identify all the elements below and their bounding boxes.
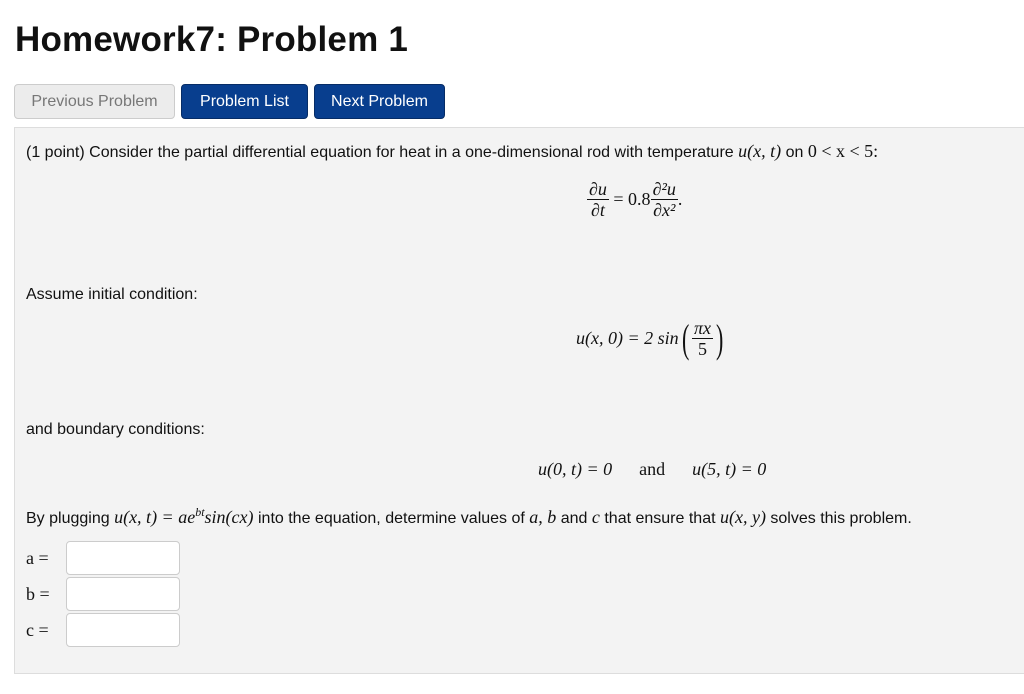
answer-label-a: a = <box>26 547 49 568</box>
boundary-conditions-equation <box>538 459 766 480</box>
pi-x-numerator: πx <box>693 318 711 338</box>
d2u-numerator: ∂²u <box>652 179 676 199</box>
next-problem-button[interactable]: Next Problem <box>314 84 445 119</box>
boundary-and: and <box>639 459 666 479</box>
instruction-post: that ensure that <box>604 510 716 527</box>
instruction-mid: into the equation, determine values of <box>257 510 525 527</box>
left-boundary: u(0, t) = 0 <box>538 459 613 479</box>
answer-row-b <box>26 577 180 611</box>
answer-input-b[interactable] <box>66 577 180 611</box>
problem-list-button[interactable]: Problem List <box>181 84 308 119</box>
answer-row-a <box>26 541 180 575</box>
problem-intro <box>26 141 878 163</box>
previous-problem-button[interactable]: Previous Problem <box>14 84 175 119</box>
page-title: Homework7: Problem 1 <box>15 20 408 59</box>
instruction-text <box>26 502 912 529</box>
trial-lhs: u(x, t) = ae <box>114 507 196 527</box>
answer-input-a[interactable] <box>66 541 180 575</box>
intro-domain: 0 < x < 5: <box>807 141 879 161</box>
intro-on: on <box>785 144 804 161</box>
dt-denominator: ∂t <box>591 200 605 220</box>
open-paren: ( <box>681 315 689 361</box>
var-c: c <box>591 507 600 527</box>
vars-a-b: a, b <box>529 507 557 527</box>
instruction-and: and <box>560 510 588 527</box>
initial-condition-equation <box>576 315 726 361</box>
initial-lhs: u(x, 0) = 2 sin <box>576 328 679 348</box>
dx2-denominator: ∂x² <box>653 200 676 220</box>
close-paren: ) <box>715 315 724 361</box>
trial-solution <box>114 507 253 527</box>
boundary-conditions-label: and boundary conditions: <box>26 421 205 438</box>
intro-text: (1 point) Consider the partial differential equation for heat in a one-dimensional rod with temperature <box>26 144 734 161</box>
answer-input-c[interactable] <box>66 613 180 647</box>
equals-coefficient: = 0.8 <box>613 189 651 209</box>
solution-function: u(x, y) <box>719 507 766 527</box>
initial-condition-label: Assume initial condition: <box>26 286 198 303</box>
intro-function: u(x, t) <box>738 141 782 161</box>
instruction-end: solves this problem. <box>770 510 912 527</box>
five-denominator: 5 <box>697 339 707 359</box>
pi-x-over-5-fraction <box>692 318 713 359</box>
trial-rhs: sin(cx) <box>204 507 254 527</box>
answer-label-c: c = <box>26 619 49 640</box>
answer-row-c <box>26 613 180 647</box>
d2u-dx2-fraction <box>651 179 678 220</box>
problem-nav <box>14 84 445 119</box>
equation-period: . <box>677 189 683 209</box>
trial-exponent: bt <box>195 505 205 519</box>
right-boundary: u(5, t) = 0 <box>692 459 767 479</box>
du-numerator: ∂u <box>589 179 607 199</box>
instruction-pre: By plugging <box>26 510 110 527</box>
problem-panel <box>14 127 1024 674</box>
heat-equation <box>587 179 682 220</box>
du-dt-fraction <box>587 179 609 220</box>
answer-label-b: b = <box>26 583 50 604</box>
